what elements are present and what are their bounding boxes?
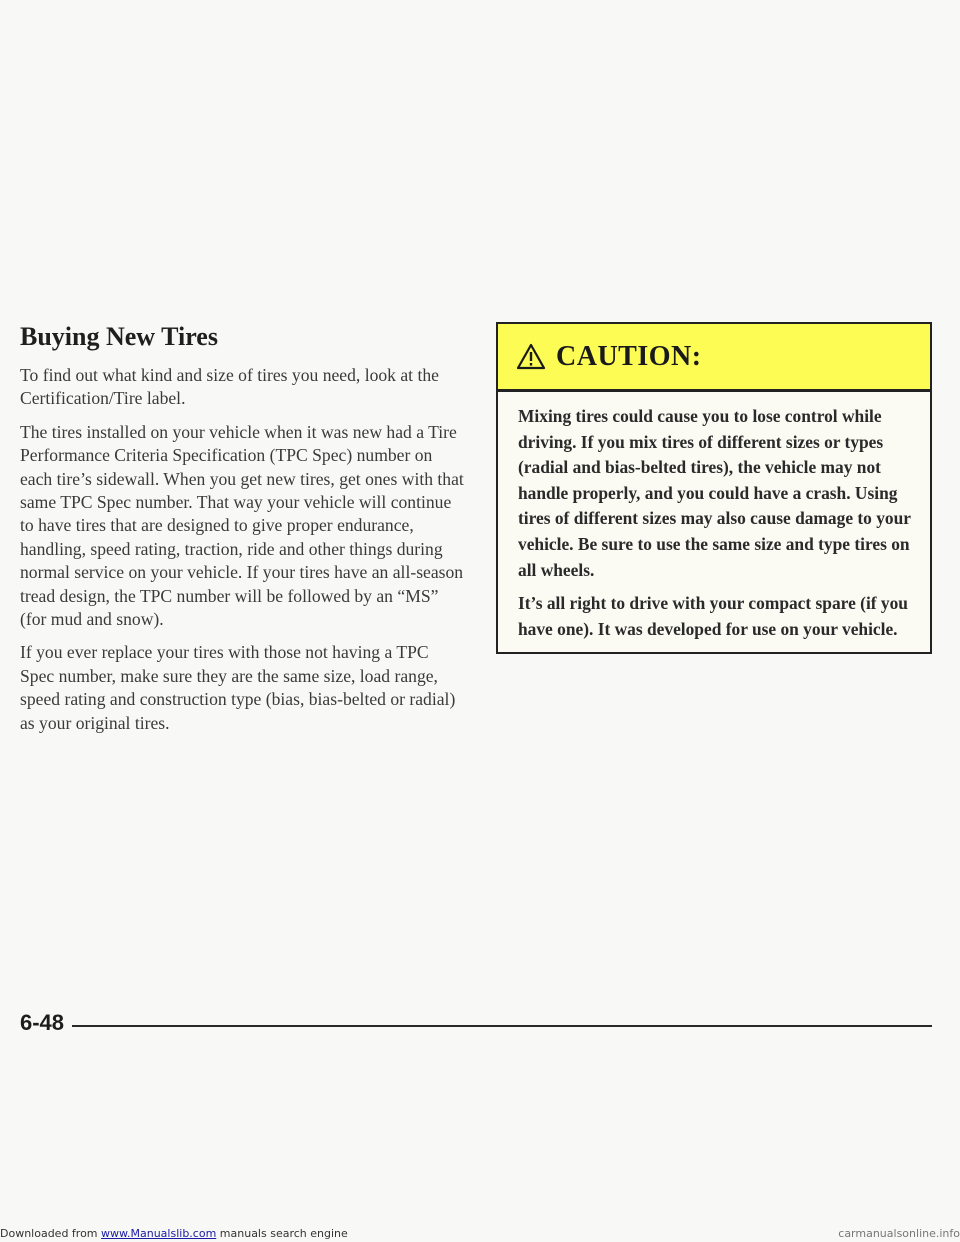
manualslib-link[interactable]: www.Manualslib.com [101,1227,217,1240]
paragraph-3: If you ever replace your tires with those not having a TPC Spec number, make sure they are the same size, load range, speed rating and construction type (bias, bias-belted or radial) as your original tires. [20,642,456,733]
page-footer [20,1010,932,1036]
credit-prefix: Downloaded from [0,1227,102,1240]
download-credit-bar [0,1226,960,1242]
warning-triangle-icon [516,343,546,370]
watermark-text: carmanualsonline.info [838,1227,960,1240]
page-number: 6-48 [20,1010,65,1035]
caution-body [498,392,930,642]
section-title: Buying New Tires [20,322,218,351]
caution-paragraph-1: Mixing tires could cause you to lose control while driving. If you mix tires of different sizes or types (radial and bias-belted tires), the vehicle may not handle properly, and you could have a crash. Using tires of different sizes may also cause damage to your vehicle. Be sure to use the same size and type tires on all wheels. [518,406,911,580]
footer-rule [72,1025,932,1027]
paragraph-2: The tires installed on your vehicle when it was new had a Tire Performance Criteria Specification (TPC Spec) number on each tire’s sidewall. When you get new tires, get ones with that same TPC Spec number. That way your vehicle will continue to have tires that are designed to give proper endurance, handling, speed rating, traction, ride and other things during normal service on your vehicle. If your tires have an all-season tread design, the TPC number will be followed by an “MS” (for mud and snow). [20,421,464,629]
caution-box [496,322,932,654]
buying-new-tires-section [20,322,465,745]
credit-suffix: manuals search engine [216,1227,348,1240]
caution-header [498,324,930,392]
credit-text [0,1226,348,1242]
caution-paragraph-2: It’s all right to drive with your compact spare (if you have one). It was developed for use on your vehicle. [518,593,908,639]
paragraph-1: To find out what kind and size of tires you need, look at the Certification/Tire label. [20,364,439,409]
caution-title: CAUTION: [556,340,702,372]
